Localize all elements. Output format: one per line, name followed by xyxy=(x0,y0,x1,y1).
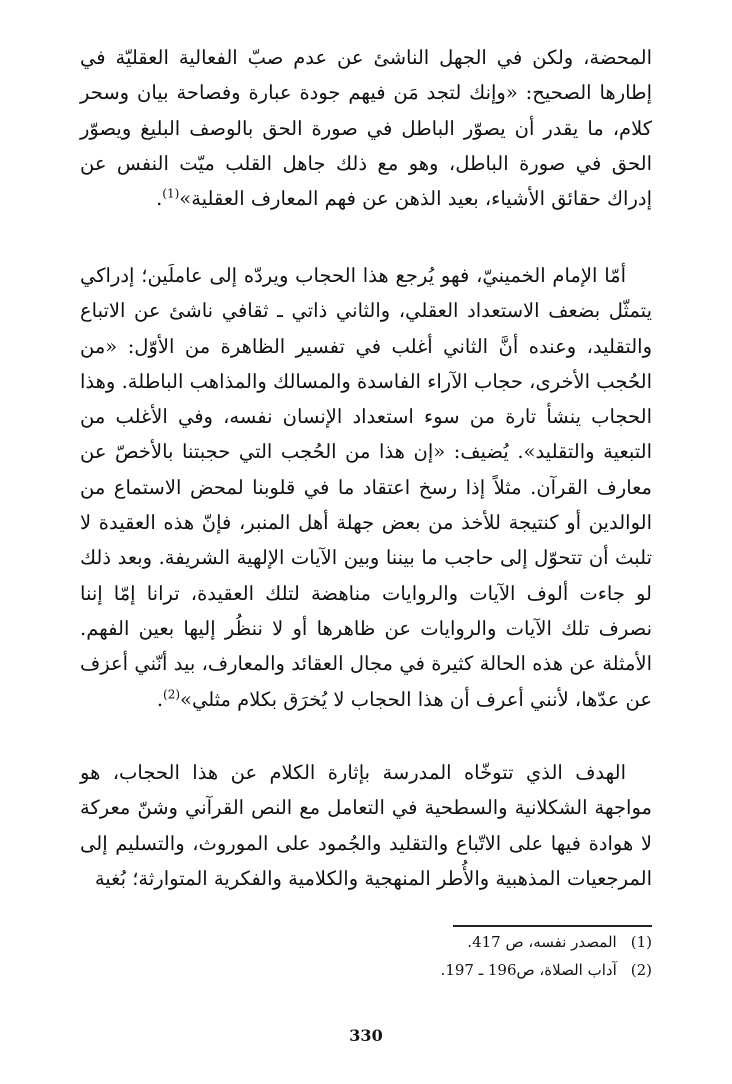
page-number: 330 xyxy=(349,1026,383,1045)
paragraph-1-text: المحضة، ولكن في الجهل الناشئ عن عدم صبّ الفعالية العقليّة في إطارها الصحيح: «وإنك لتجد مَن فيهم جودة عبارة وفصاحة بيان وسحر كلام، ما يقدر أن يصوّر الباطل في صورة الحق بالوصف البليغ ويصوّر الحق في صورة الباطل، وهو مع ذلك جاهل القلب ميّت النفس عن إدراك حقائق الأشياء، بعيد الذهن عن فهم المعارف العقلية» xyxy=(80,46,652,211)
paragraph-2-text: أمّا الإمام الخمينيّ، فهو يُرجع هذا الحجاب ويردّه إلى عاملَين؛ إدراكي يتمثّل بضعف الاستعداد العقلي، والثاني ذاتي ـ ثقافي ناشئ عن الاتباع والتقليد، وعنده أنَّ الثاني أغلب في تفسير الظاهرة من الأوّل: «من الحُجب الأخرى، حجاب الآراء الفاسدة والمسالك والمذاهب الباطلة. وهذا الحجاب ينشأ تارة من سوء استعداد الإنسان نفسه، وفي الأغلب من التبعية والتقليد». يُضيف: «إن هذا من الحُجب التي حجبتنا بالأخصّ عن معارف القرآن. مثلاً إذا رسخ اعتقاد ما في قلوبنا لمحض الاستماع من الوالدين أو كنتيجة للأخذ من بعض جهلة أهل المنبر، فإنّ هذه العقيدة لا تلبث أن تتحوّل إلى حاجب ما بيننا وبين الآيات الإلهية الشريفة. وبعد ذلك لو جاءت ألوف الآيات والروايات مناهضة لتلك العقيدة، ترانا إمّا إننا نصرف تلك الآيات والروايات عن ظاهرها أو لا ننظُر إليها بعين الفهم. الأمثلة عن هذه الحالة كثيرة في مجال العقائد والمعارف، بيد أنّني أعزف عن عدّها، لأنني أعرف أن هذا الحجاب لا يُخرَق بكلام مثلي» xyxy=(80,264,652,711)
footnote-ref-1: (1) xyxy=(162,186,180,201)
footnote-2-text: آداب الصلاة، ص196 ـ 197. xyxy=(440,961,617,979)
footnote-2-number: (2) xyxy=(630,961,652,979)
footnote-ref-2: (2) xyxy=(163,687,181,702)
paragraph-1-end: . xyxy=(156,187,163,211)
footnote-2 xyxy=(300,960,652,980)
paragraph-2 xyxy=(80,258,652,717)
footnote-1 xyxy=(300,932,652,952)
footnote-1-number: (1) xyxy=(630,933,652,951)
footnote-1-text: المصدر نفسه، ص 417. xyxy=(467,933,617,951)
paragraph-2-end: . xyxy=(156,687,164,711)
paragraph-3-text: الهدف الذي تتوخّاه المدرسة بإثارة الكلام عن هذا الحجاب، هو مواجهة الشكلانية والسطحية في التعامل مع النص القرآني وشنّ معركة لا هوادة فيها على الاتّباع والتقليد والجُمود على الموروث، والتسليم إلى المرجعيات المذهبية والأُطر المنهجية والكلامية والفكرية المتوارثة؛ بُغية xyxy=(80,761,652,890)
footnote-separator xyxy=(453,925,652,927)
paragraph-1 xyxy=(80,40,652,216)
paragraph-3 xyxy=(80,755,652,896)
